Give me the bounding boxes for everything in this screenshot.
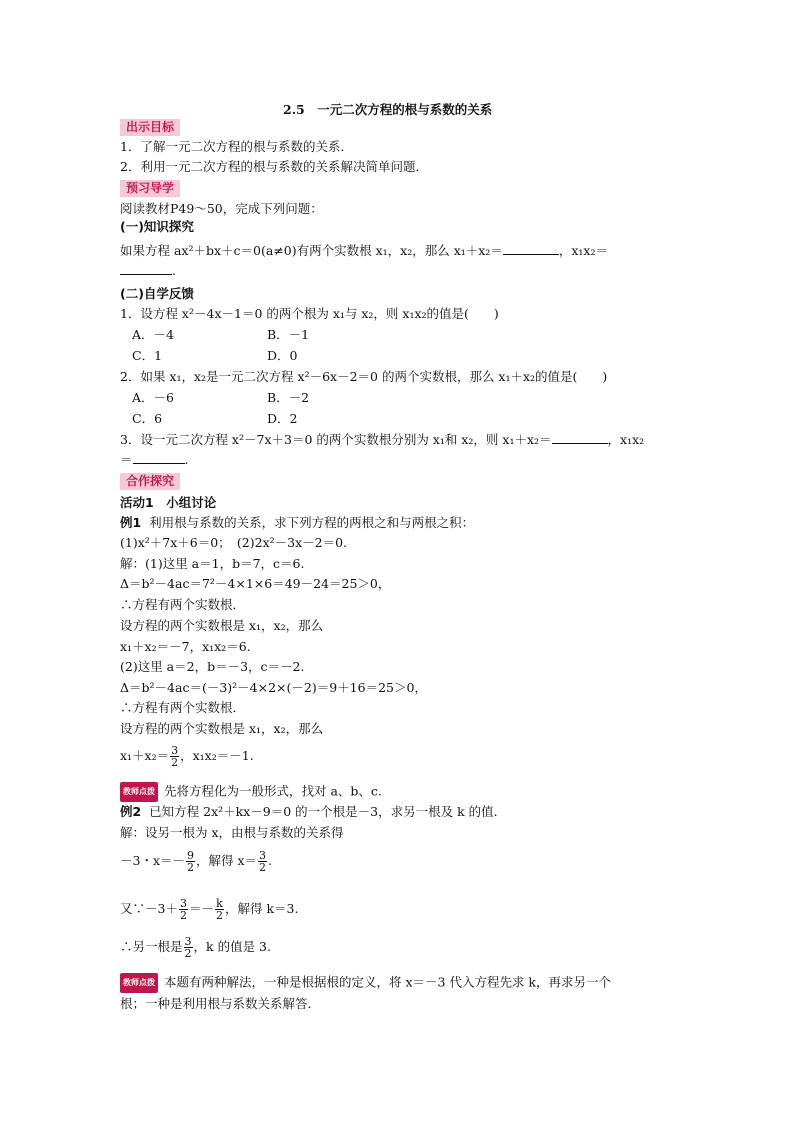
question-2: 2．如果 x₁，x₂是一元二次方程 x²－6x－2＝0 的两个实数根，那么 x₁＋x₂的值是( ) bbox=[120, 369, 608, 384]
fraction-numerator: 3 bbox=[184, 935, 192, 948]
fraction-denominator: 2 bbox=[259, 861, 267, 874]
solution-line: 设方程的两个实数根是 x₁，x₂，那么 bbox=[120, 618, 324, 633]
fraction-numerator: 9 bbox=[187, 849, 195, 862]
option-b: B．－1 bbox=[267, 327, 310, 342]
fraction-denominator: 2 bbox=[215, 909, 223, 922]
example-2-solution: 解：设另一根为 x，由根与系数的关系得 bbox=[120, 825, 344, 840]
teacher-tip-text: 先将方程化为一般形式，找对 a、b、c. bbox=[164, 783, 382, 799]
fraction-denominator: 2 bbox=[187, 861, 195, 874]
example-1-text: 利用根与系数的关系，求下列方程的两根之和与两根之积： bbox=[149, 515, 475, 530]
solution-line: 设方程的两个实数根是 x₁，x₂，那么 bbox=[120, 721, 324, 736]
q3-text-c: ＝ bbox=[120, 452, 133, 467]
fraction bbox=[215, 898, 224, 921]
example-2-step bbox=[120, 850, 272, 873]
part2-title: (二)自学反馈 bbox=[120, 286, 194, 301]
step-text: . bbox=[268, 853, 273, 868]
example-2 bbox=[120, 803, 506, 821]
activity-title: 活动1 小组讨论 bbox=[120, 495, 217, 510]
section-tag-preview: 预习导学 bbox=[120, 180, 180, 197]
fraction bbox=[179, 898, 188, 921]
fraction-denominator: 2 bbox=[184, 947, 192, 960]
solution-line: ∴方程有两个实数根． bbox=[120, 597, 246, 612]
fraction-numerator: k bbox=[216, 897, 223, 910]
answer-blank[interactable] bbox=[552, 431, 608, 444]
question-1: 1．设方程 x²－4x－1＝0 的两个根为 x₁与 x₂，则 x₁x₂的值是( ) bbox=[120, 306, 499, 321]
example-2-step bbox=[120, 898, 298, 921]
step-text: ，k 的值是 3. bbox=[193, 939, 271, 954]
fraction-numerator: 3 bbox=[179, 897, 187, 910]
fraction-denominator: 2 bbox=[179, 909, 187, 922]
solution-line: Δ＝b²－4ac＝(－3)²－4×2×(－2)＝9＋16＝25＞0， bbox=[120, 680, 427, 695]
example-2-step bbox=[120, 936, 271, 959]
step-text: ∴另一根是 bbox=[120, 939, 183, 954]
solution-line: Δ＝b²－4ac＝7²－4×1×6＝49－24＝25＞0， bbox=[120, 576, 391, 591]
section-explore bbox=[120, 472, 180, 490]
answer-blank[interactable] bbox=[503, 242, 559, 255]
step-text: ，解得 k＝3. bbox=[224, 901, 299, 916]
teacher-tip-badge: 教师点拨 bbox=[120, 782, 158, 802]
option-d: D．2 bbox=[267, 411, 298, 426]
sol-last-a: x₁＋x₂＝ bbox=[120, 748, 170, 763]
option-c: C．6 bbox=[132, 411, 163, 426]
example-1 bbox=[120, 514, 474, 532]
section-goals bbox=[120, 118, 180, 136]
teacher-tip bbox=[120, 782, 382, 802]
goal-item: 1．了解一元二次方程的根与系数的关系． bbox=[120, 139, 353, 154]
question-3-cont: ＝ . bbox=[120, 452, 189, 467]
fraction bbox=[170, 745, 179, 768]
fraction bbox=[184, 936, 193, 959]
step-text: ，解得 x＝ bbox=[196, 853, 258, 868]
option-d: D．0 bbox=[267, 348, 298, 363]
fraction bbox=[186, 850, 195, 873]
solution-line: 解：(1)这里 a＝1，b＝7，c＝6. bbox=[120, 556, 305, 571]
section-preview bbox=[120, 179, 180, 197]
goal-item: 2．利用一元二次方程的根与系数的关系解决简单问题． bbox=[120, 159, 428, 174]
example-2-text: 已知方程 2x²＋kx－9＝0 的一个根是－3，求另一根及 k 的值． bbox=[149, 804, 507, 819]
teacher-tip-cont: 根；一种是利用根与系数关系解答． bbox=[120, 996, 321, 1011]
example-2-label: 例2 bbox=[120, 804, 142, 819]
solution-line-fraction bbox=[120, 745, 254, 768]
part1-title: (一)知识探究 bbox=[120, 219, 194, 234]
option-a: A．－6 bbox=[132, 390, 174, 405]
solution-line: (2)这里 a＝2，b＝－3，c＝－2. bbox=[120, 659, 305, 674]
step-text: －3・x＝－ bbox=[120, 853, 186, 868]
section-tag-explore: 合作探究 bbox=[120, 473, 180, 490]
step-text: ＝－ bbox=[188, 901, 214, 916]
sol-last-b: ，x₁x₂＝－1. bbox=[180, 748, 254, 763]
fraction bbox=[258, 850, 267, 873]
fraction-numerator: 3 bbox=[171, 744, 179, 757]
preview-intro: 阅读教材P49～50，完成下列问题： bbox=[120, 201, 323, 216]
solution-line: ∴方程有两个实数根． bbox=[120, 700, 246, 715]
part1-text bbox=[120, 242, 608, 260]
teacher-tip bbox=[120, 973, 611, 993]
example-1-label: 例1 bbox=[120, 515, 142, 530]
question-3 bbox=[120, 431, 644, 449]
teacher-tip-text: 本题有两种解法，一种是根据根的定义，将 x＝－3 代入方程先求 k，再求另一个 bbox=[164, 974, 611, 990]
part1-text-cont: . bbox=[120, 262, 176, 280]
section-tag-goals: 出示目标 bbox=[120, 119, 180, 136]
part1-text-b: ，x₁x₂＝ bbox=[558, 243, 608, 258]
option-a: A．－4 bbox=[132, 327, 174, 342]
example-1-equations: (1)x²＋7x＋6＝0； (2)2x²－3x－2＝0. bbox=[120, 535, 348, 550]
answer-blank[interactable] bbox=[133, 451, 185, 464]
teacher-tip-badge: 教师点拨 bbox=[120, 973, 158, 993]
option-c: C．1 bbox=[132, 348, 163, 363]
fraction-numerator: 3 bbox=[259, 849, 267, 862]
answer-blank[interactable] bbox=[120, 262, 172, 275]
fraction-denominator: 2 bbox=[171, 756, 179, 769]
page-title: 2.5 一元二次方程的根与系数的关系 bbox=[283, 102, 493, 117]
step-text: 又∵－3＋ bbox=[120, 901, 178, 916]
option-b: B．－2 bbox=[267, 390, 310, 405]
q3-text-b: ，x₁x₂ bbox=[607, 432, 645, 447]
solution-line: x₁＋x₂＝－7，x₁x₂＝6. bbox=[120, 639, 251, 654]
part1-text-a: 如果方程 ax²＋bx＋c＝0(a≠0)有两个实数根 x₁，x₂，那么 x₁＋x₂＝ bbox=[120, 243, 503, 258]
q3-text-a: 3．设一元二次方程 x²－7x＋3＝0 的两个实数根分别为 x₁和 x₂，则 x₁＋x₂＝ bbox=[120, 432, 552, 447]
